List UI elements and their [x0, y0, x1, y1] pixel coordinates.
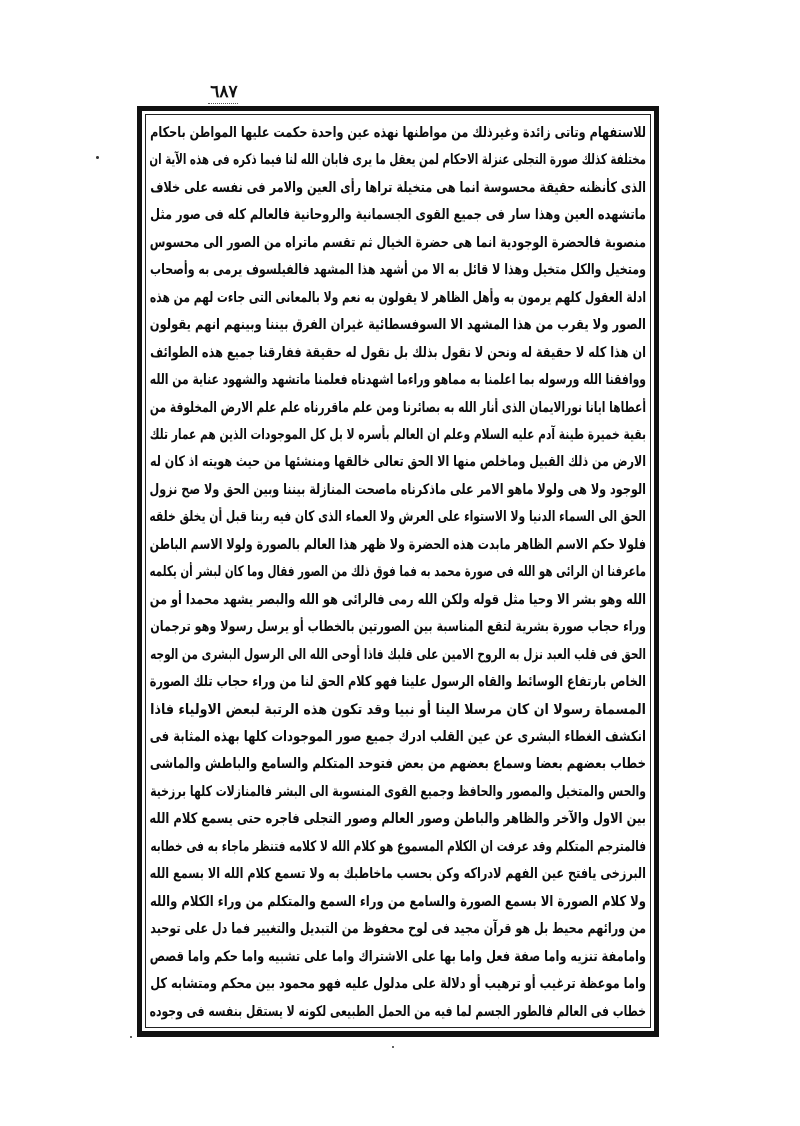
- text-line: خطاب فى العالم فالطور الجسم لما فيه من الحمل الطبيعى لكونه لا يستقل بنفسه فى وجوده: [149, 1003, 646, 1020]
- text-line: المسماة رسولا ان كان مرسلا الينا أو نبيا وقد تكون هذه الرتبة لبعض الاولياء فاذا: [150, 701, 646, 718]
- text-line: مختلفة كذلك صورة التجلى عنزلة الاحكام لمن يعقل ما يرى فابان الله لنا فيما ذكره فى هذه الآية ان: [149, 152, 646, 169]
- text-line: وراء حجاب صورة بشرية لتقع المناسبة بين الصورتين بالخطاب أو يرسل رسولا وهو ترجمان: [150, 619, 646, 636]
- text-line: ومتخيل والكل متخيل وهذا لا قائل به الا من أشهد هذا المشهد فالفيلسوف يرمى به وأصحاب: [150, 262, 646, 279]
- text-line: بين الاول والآخر والظاهر والباطن وصور العالم وصور التجلى فاجره حتى يسمع كلام الله: [149, 811, 646, 828]
- text-line: ماعرفنا ان الرائى هو الله فى صورة محمد به فما فوق ذلك من الصور فقال وما كان لبشر أن يكلمه: [149, 564, 646, 581]
- text-line: للاستفهام وتاتى زائدة وغيرذلك من مواطنها نهذه عين واحدة حكمت عليها المواطن باحكام: [150, 125, 646, 141]
- text-block: [150, 119, 646, 1025]
- text-line: فالمترجم المتكلم وقد عرفت ان الكلام المسموع هو كلام الله لا كلامه فتنظر ماجاء به فى خطابه: [150, 838, 646, 855]
- scan-speck: [392, 1046, 394, 1048]
- page-number: ٦٨٧: [210, 82, 238, 102]
- text-line: واما موعظة ترغيب أو ترهيب أو دلالة على مدلول عليه فهو محمود بين محكم ومتشابه كل: [150, 976, 646, 993]
- text-line: البرزخى يافتح عين الفهم لادراكه وكن بحسب ماخاطبك به ولا تسمع كلام الله الا بسمع الله: [150, 866, 646, 883]
- text-line: الحق فى قلب العبد نزل به الروح الامين على قلبك فاذا أوحى الله الى الرسول البشرى من الوجه: [150, 646, 646, 663]
- scan-speck: [96, 156, 99, 159]
- text-line: ماتشهده العين وهذا سار فى جميع القوى الجسمانية والروحانية فالعالم كله فى صور مثل: [150, 207, 646, 224]
- text-line: خطاب بعضهم بعضا وسماع بعضهم من بعض فتوحد المتكلم والسامع والباطش والماشى: [149, 756, 646, 773]
- text-line: فلولا حكم الاسم الظاهر مابدت هذه الحضرة ولا ظهر هذا العالم بالصورة ولولا الاسم الباطن: [149, 536, 646, 553]
- page-frame: [137, 106, 659, 1037]
- text-line: الصور ولا يقرب من هذا المشهد الا السوفسطائية غيران الفرق بيننا وبينهم انهم يقولون: [150, 317, 646, 334]
- text-line: وامامفة تنزيه واما صفة فعل واما بها على الاشتراك واما على تشبيه واما حكم واما قصص: [149, 948, 646, 965]
- text-line: الخاص بارتفاع الوسائط والقاه الرسول علينا فهو كلام الحق لنا من وراء حجاب تلك الصورة: [149, 674, 646, 691]
- text-line: والحس والمتخيل والمصور والحافظ وجميع القوى المنسوبة الى البشر فالمنازلات كلها برزخية: [150, 783, 646, 800]
- page-number-underline: [208, 103, 238, 104]
- text-line: من ورائهم محيط بل هو قرآن مجيد فى لوح محفوظ من التبديل والتغيير فما دل على توحيد: [150, 921, 646, 938]
- text-line: ولا كلام الصورة الا بسمع الصورة والسامع من وراء السمع والمتكلم من وراء الكلام والله: [150, 893, 646, 910]
- text-line: ان هذا كله لا حقيقة له ونحن لا نقول بذلك بل نقول له حقيقة ففارقنا جميع هذه الطوائف: [150, 344, 646, 361]
- scan-speck: [130, 1036, 132, 1038]
- text-line: بقية خميرة طينة آدم عليه السلام وعلم ان العالم بأسره لا بل كل الموجودات الذين هم عمار تلك: [149, 426, 646, 443]
- text-line: الذى كأنظنه حقيقة محسوسة انما هى متخيلة تراها رأى العين والامر فى نفسه على خلاف: [150, 179, 646, 196]
- text-line: الله وهو بشر الا وحيا مثل قوله ولكن الله رمى فالرائى هو الله والبصر يشهد محمدا أو من: [149, 591, 646, 608]
- text-line: الوجود ولا هى ولولا ماهو الامر على ماذكرناه ماصحت المنازلة بيننا وبين الحق ولا صح نزول: [149, 481, 646, 498]
- text-line: ووافقنا الله ورسوله بما اعلمنا به مماهو وراءما اشهدناه فعلمنا ماتشهد والشهود عناية من الله: [149, 372, 646, 389]
- text-line: الحق الى السماء الدنيا ولا الاستواء على العرش ولا العماء الذى كان فيه ربنا قبل أن يخلق خلقه: [149, 509, 646, 526]
- text-line: أعطاها ايانا نورالايمان الذى أنار الله به بصائرنا ومن علم ماقررناه علم علم الارض المخلوقة من: [149, 399, 646, 416]
- text-line: انكشف الغطاء البشرى عن عين القلب ادرك جميع صور الموجودات كلها بهذه المثابة فى: [149, 728, 646, 745]
- text-line: الارض من ذلك القبيل وماخلص منها الا الحق تعالى خالقها ومنشئها من حيث هويته اذ كان له: [150, 454, 646, 471]
- text-line: منصوبة فالحضرة الوجودية انما هى حضرة الخيال ثم تقسم ماتراه من الصور الى محسوس: [149, 234, 646, 251]
- text-line: ادلة العقول كلهم يرمون به وأهل الظاهر لا يقولون به نعم ولا بالمعانى التى جاءت لهم من هذه: [150, 289, 646, 306]
